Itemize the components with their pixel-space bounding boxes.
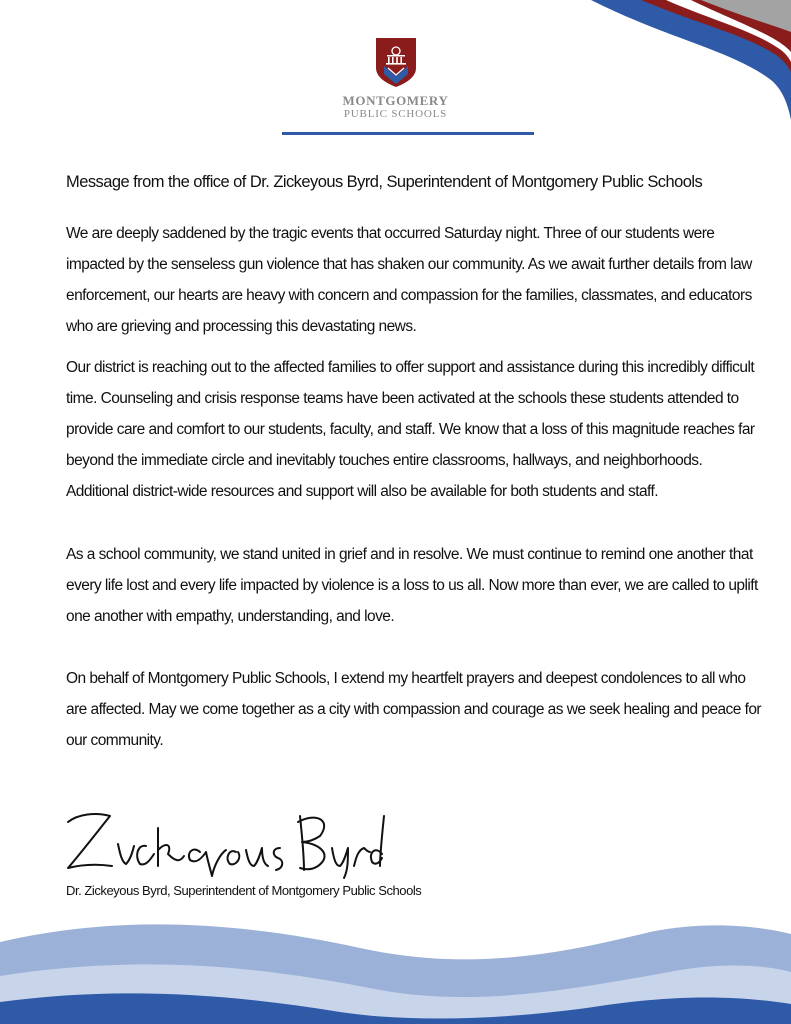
school-crest-icon <box>374 36 418 88</box>
letterhead-logo <box>0 36 791 121</box>
org-subtitle: PUBLIC SCHOOLS <box>343 108 448 120</box>
bottom-decorative-wave <box>0 914 791 1024</box>
paragraph-4: On behalf of Montgomery Public Schools, I extend my heartfelt prayers and deepest condolences to all who are affected. May we come together as a city with compassion and courage as we seek healing and peace for our community. <box>66 670 762 749</box>
paragraph-1: We are deeply saddened by the tragic events that occurred Saturday night. Three of our students were impacted by the senseless gun violence that has shaken our community. As we await further details from law enforcement, our hearts are heavy with concern and compassion for the families, classmates, and educators who are grieving and processing this devastating news. <box>66 225 752 335</box>
signatory-line: Dr. Zickeyous Byrd, Superintendent of Montgomery Public Schools <box>66 883 422 898</box>
message-header: Message from the office of Dr. Zickeyous Byrd, Superintendent of Montgomery Public Schools <box>66 173 703 191</box>
letter-body <box>66 168 766 756</box>
header-divider <box>282 132 534 135</box>
org-name: MONTGOMERY <box>342 93 449 108</box>
paragraph-3: As a school community, we stand united in grief and in resolve. We must continue to remind one another that every life lost and every life impacted by violence is a loss to us all. Now more than ever, we are called to uplift one another with empathy, understanding, and love. <box>66 546 758 625</box>
paragraph-2: Our district is reaching out to the affected families to offer support and assistance during this incredibly difficult time. Counseling and crisis response teams have been activated at the schools these students attended to provide care and comfort to our students, faculty, and staff. We know that a loss of this magnitude reaches far beyond the immediate circle and inevitably touches entire classrooms, hallways, and neighborhoods. Additional district-wide resources and support will also be available for both students and staff. <box>66 359 755 500</box>
handwritten-signature <box>50 802 390 882</box>
